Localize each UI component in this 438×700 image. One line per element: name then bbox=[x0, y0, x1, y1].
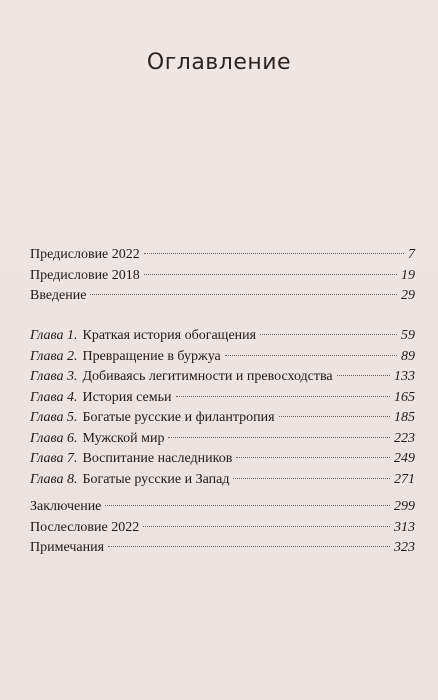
dot-leader bbox=[90, 294, 397, 295]
dot-leader bbox=[144, 274, 397, 275]
toc-page-number: 29 bbox=[401, 288, 415, 303]
toc-entry bbox=[30, 538, 415, 559]
toc-chapter-entry bbox=[30, 449, 415, 470]
toc-entry-label: Превращение в буржуа bbox=[82, 348, 221, 364]
toc-page-number: 19 bbox=[401, 267, 415, 283]
dot-leader bbox=[260, 334, 397, 335]
dot-leader bbox=[279, 416, 390, 417]
toc-page-number: 313 bbox=[394, 519, 415, 535]
toc-chapter-entry bbox=[30, 408, 415, 429]
chapter-prefix: Глава 8. bbox=[30, 471, 78, 487]
toc-page-number: 271 bbox=[394, 471, 415, 487]
toc-entry bbox=[30, 497, 415, 518]
toc-entry-label: Предисловие 2018 bbox=[30, 267, 140, 283]
toc-chapter-entry bbox=[30, 367, 415, 388]
toc-page-number: 299 bbox=[394, 499, 415, 514]
toc-entry-label: Мужской мир bbox=[82, 430, 165, 446]
chapter-prefix: Глава 6. bbox=[30, 430, 78, 446]
toc-chapter-entry bbox=[30, 470, 415, 491]
chapter-prefix: Глава 1. bbox=[30, 328, 78, 343]
chapter-prefix: Глава 4. bbox=[30, 389, 78, 405]
toc-page-number: 249 bbox=[394, 451, 415, 466]
dot-leader bbox=[236, 457, 390, 458]
toc-page-number: 133 bbox=[394, 369, 415, 384]
toc-entry-label: Введение bbox=[30, 288, 87, 303]
toc-entry-label: Краткая история обогащения bbox=[82, 328, 257, 343]
toc-front-matter bbox=[30, 245, 415, 307]
chapter-prefix: Глава 3. bbox=[30, 369, 78, 384]
toc-entry bbox=[30, 245, 415, 266]
toc-entry-label: Богатые русские и Запад bbox=[82, 471, 230, 487]
toc-entry-label: Послесловие 2022 bbox=[30, 519, 140, 535]
toc-entry-label: Заключение bbox=[30, 499, 102, 514]
dot-leader bbox=[225, 355, 397, 356]
toc-back-matter bbox=[30, 497, 415, 559]
toc-chapter-entry bbox=[30, 347, 415, 368]
dot-leader bbox=[105, 505, 390, 506]
toc-entry bbox=[30, 518, 415, 539]
toc-entry bbox=[30, 266, 415, 287]
dot-leader bbox=[176, 396, 390, 397]
toc-chapters bbox=[30, 326, 415, 490]
toc-entry-label: Примечания bbox=[30, 540, 105, 555]
chapter-prefix: Глава 5. bbox=[30, 410, 78, 425]
dot-leader bbox=[108, 546, 390, 547]
toc-page-number: 185 bbox=[394, 410, 415, 425]
toc-page-number: 323 bbox=[394, 540, 415, 555]
dot-leader bbox=[143, 526, 390, 527]
toc-chapter-entry bbox=[30, 429, 415, 450]
dot-leader bbox=[337, 375, 390, 376]
toc-page-number: 223 bbox=[394, 430, 415, 446]
page-title: Оглавление bbox=[146, 50, 292, 75]
dot-leader bbox=[233, 478, 390, 479]
toc-entry-label: Предисловие 2022 bbox=[30, 247, 140, 262]
chapter-prefix: Глава 2. bbox=[30, 348, 78, 364]
toc-page-number: 59 bbox=[401, 328, 415, 343]
toc-page-number: 165 bbox=[394, 389, 415, 405]
dot-leader bbox=[168, 437, 390, 438]
toc-entry bbox=[30, 286, 415, 307]
toc-entry-label: Воспитание наследников bbox=[82, 451, 233, 466]
dot-leader bbox=[144, 253, 404, 254]
toc-entry-label: Добиваясь легитимности и превосходства bbox=[82, 369, 333, 384]
chapter-prefix: Глава 7. bbox=[30, 451, 78, 466]
toc-page-number: 89 bbox=[401, 348, 415, 364]
toc-entry-label: История семьи bbox=[82, 389, 172, 405]
toc-page-number: 7 bbox=[408, 247, 415, 262]
toc-chapter-entry bbox=[30, 388, 415, 409]
toc-entry-label: Богатые русские и филантропия bbox=[82, 410, 275, 425]
toc-chapter-entry bbox=[30, 326, 415, 347]
